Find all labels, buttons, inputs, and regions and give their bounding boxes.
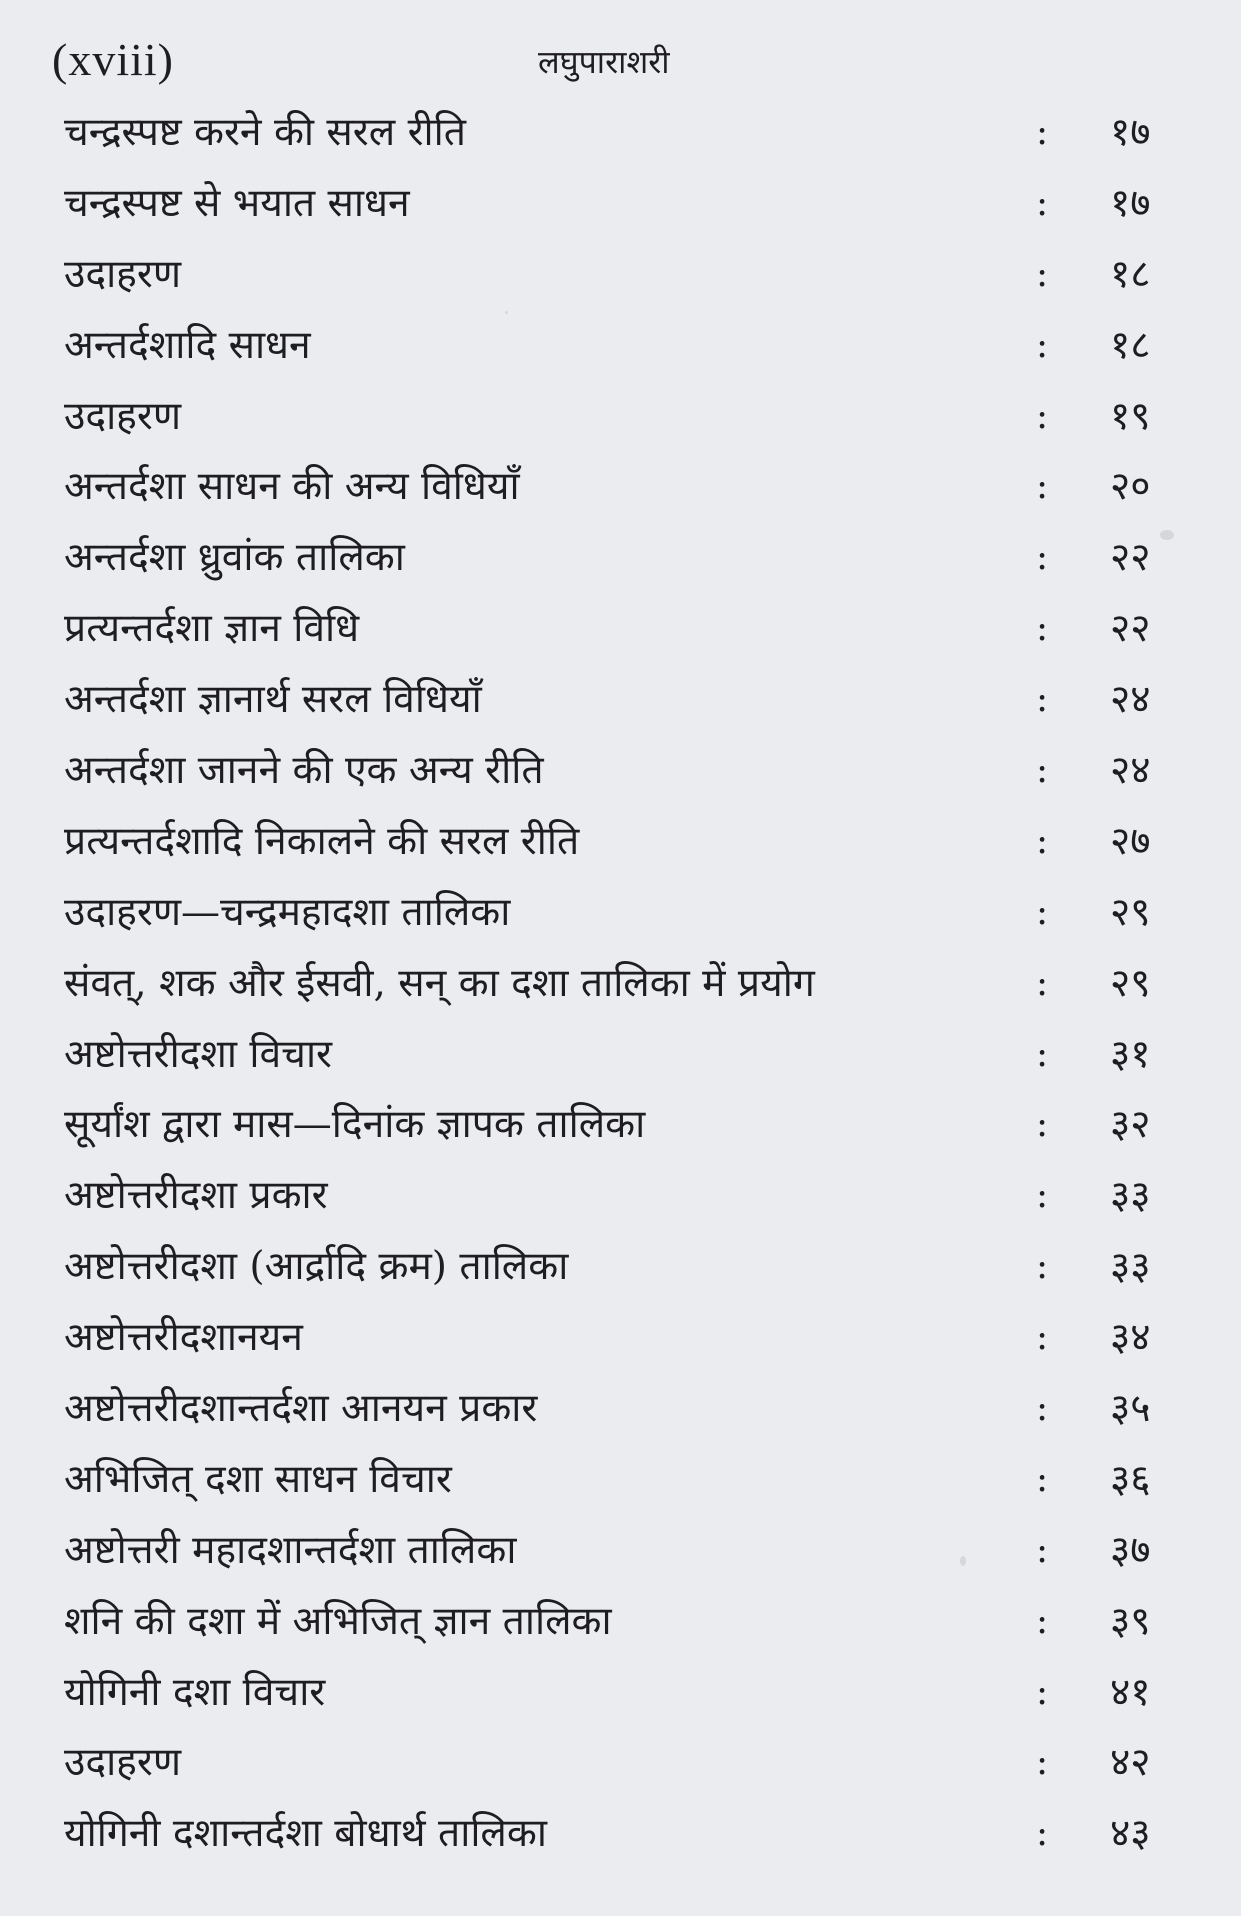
- toc-entry-title: प्रत्यन्तर्दशा ज्ञान विधि: [64, 606, 360, 652]
- toc-entry-title: चन्द्रस्पष्ट से भयात साधन: [64, 180, 410, 226]
- toc-entry-page-number: १७: [1110, 110, 1151, 155]
- toc-entry-title: योगिनी दशान्तर्दशा बोधार्थ तालिका: [64, 1811, 547, 1857]
- toc-entry-page-number: २७: [1110, 818, 1151, 864]
- toc-entry-separator: :: [1036, 466, 1049, 508]
- toc-entry-title: उदाहरण: [64, 393, 182, 439]
- toc-entry-title: अष्टोत्तरीदशा (आर्द्रादि क्रम) तालिका: [64, 1244, 569, 1290]
- toc-entry-separator: :: [1036, 253, 1049, 295]
- paper-speckle: [505, 311, 508, 314]
- toc-entry-page-number: १९: [1110, 393, 1151, 439]
- toc-entry-page-number: १७: [1110, 180, 1151, 226]
- toc-entry-separator: :: [1036, 1175, 1049, 1217]
- toc-entry-title: अष्टोत्तरीदशान्तर्दशा आनयन प्रकार: [64, 1386, 538, 1432]
- toc-entry-title: चन्द्रस्पष्ट करने की सरल रीति: [64, 110, 466, 155]
- toc-entry: [0, 1728, 1241, 1799]
- page-header: [0, 28, 1241, 98]
- toc-entry-separator: :: [1036, 1600, 1049, 1642]
- toc-entry-page-number: ३६: [1110, 1456, 1151, 1502]
- toc-entry: [0, 807, 1241, 878]
- toc-entry-title: अन्तर्दशा ज्ञानार्थ सरल विधियाँ: [64, 677, 482, 723]
- toc-entry-page-number: ३२: [1110, 1102, 1151, 1148]
- toc-entry-separator: :: [1036, 1458, 1049, 1500]
- toc-entry: [0, 949, 1241, 1020]
- toc-entry-separator: :: [1036, 608, 1049, 650]
- running-title: लघुपाराशरी: [538, 43, 670, 81]
- toc-entry-page-number: ३४: [1110, 1315, 1151, 1361]
- toc-entry-title: अष्टोत्तरीदशानयन: [64, 1315, 303, 1361]
- toc-entry-page-number: २०: [1110, 464, 1151, 510]
- toc-entry-page-number: २९: [1110, 960, 1151, 1006]
- toc-entry-page-number: ३३: [1110, 1173, 1151, 1219]
- toc-entry: [0, 1658, 1241, 1729]
- page-number: (xviii): [52, 34, 174, 85]
- toc-entry-page-number: १८: [1110, 322, 1151, 368]
- toc-entry-title: अन्तर्दशा जानने की एक अन्य रीति: [64, 748, 544, 794]
- toc-entry: [0, 1516, 1241, 1587]
- toc-entry: [0, 594, 1241, 665]
- toc-entry-page-number: ४२: [1110, 1740, 1151, 1786]
- toc-entry-separator: :: [1036, 891, 1049, 933]
- toc-entry: [0, 878, 1241, 949]
- toc-entry-title: प्रत्यन्तर्दशादि निकालने की सरल रीति: [64, 818, 580, 864]
- toc-entry-separator: :: [1036, 1742, 1049, 1784]
- toc-entry: [0, 1020, 1241, 1091]
- toc-entry-title: अभिजित् दशा साधन विचार: [64, 1456, 452, 1502]
- table-of-contents: [0, 98, 1241, 1870]
- toc-entry-title: अष्टोत्तरी महादशान्तर्दशा तालिका: [64, 1527, 517, 1573]
- toc-entry-page-number: ३३: [1110, 1244, 1151, 1290]
- toc-entry: [0, 665, 1241, 736]
- toc-entry-separator: :: [1036, 537, 1049, 579]
- toc-entry: [0, 1799, 1241, 1870]
- toc-entry-separator: :: [1036, 820, 1049, 862]
- toc-entry-separator: :: [1036, 962, 1049, 1004]
- toc-entry-separator: :: [1036, 1033, 1049, 1075]
- toc-entry-page-number: ३१: [1110, 1031, 1151, 1077]
- toc-entry-page-number: ४१: [1110, 1669, 1151, 1715]
- toc-entry-separator: :: [1036, 1388, 1049, 1430]
- toc-entry: [0, 1374, 1241, 1445]
- paper-speckle: [960, 1556, 966, 1566]
- toc-entry-title: सूर्यांश द्वारा मास—दिनांक ज्ञापक तालिका: [64, 1102, 646, 1148]
- toc-entry-page-number: ३९: [1110, 1598, 1151, 1644]
- toc-entry-separator: :: [1036, 679, 1049, 721]
- toc-entry-title: अन्तर्दशादि साधन: [64, 322, 311, 368]
- toc-entry: [0, 169, 1241, 240]
- toc-entry-title: अन्तर्दशा ध्रुवांक तालिका: [64, 535, 405, 581]
- toc-entry: [0, 1303, 1241, 1374]
- toc-entry: [0, 98, 1241, 169]
- toc-entry: [0, 1445, 1241, 1516]
- toc-entry-separator: :: [1036, 395, 1049, 437]
- toc-entry-page-number: २२: [1110, 606, 1151, 652]
- toc-entry-separator: :: [1036, 1104, 1049, 1146]
- toc-entry-title: अन्तर्दशा साधन की अन्य विधियाँ: [64, 464, 520, 510]
- toc-entry: [0, 240, 1241, 311]
- toc-entry-separator: :: [1036, 1671, 1049, 1713]
- toc-entry-page-number: ३७: [1110, 1527, 1151, 1573]
- toc-entry-page-number: २९: [1110, 889, 1151, 935]
- toc-entry: [0, 736, 1241, 807]
- toc-entry-separator: :: [1036, 750, 1049, 792]
- toc-entry: [0, 1232, 1241, 1303]
- toc-entry-title: संवत्, शक और ईसवी, सन् का दशा तालिका में प्रयोग: [64, 960, 815, 1006]
- toc-entry-page-number: २४: [1110, 748, 1151, 794]
- toc-entry-page-number: २४: [1110, 677, 1151, 723]
- toc-entry-separator: :: [1036, 1317, 1049, 1359]
- toc-entry-page-number: ४३: [1110, 1811, 1151, 1857]
- toc-entry-title: शनि की दशा में अभिजित् ज्ञान तालिका: [64, 1598, 612, 1644]
- toc-entry: [0, 452, 1241, 523]
- toc-entry-title: उदाहरण: [64, 251, 182, 297]
- toc-entry-title: योगिनी दशा विचार: [64, 1669, 326, 1715]
- toc-entry-separator: :: [1036, 1529, 1049, 1571]
- toc-entry-title: अष्टोत्तरीदशा विचार: [64, 1031, 333, 1077]
- toc-entry-separator: :: [1036, 1813, 1049, 1855]
- toc-entry-page-number: ३५: [1110, 1386, 1151, 1432]
- toc-entry: [0, 523, 1241, 594]
- toc-entry: [0, 382, 1241, 453]
- toc-entry-title: उदाहरण—चन्द्रमहादशा तालिका: [64, 889, 511, 935]
- toc-entry: [0, 1090, 1241, 1161]
- toc-entry: [0, 1161, 1241, 1232]
- toc-entry-title: उदाहरण: [64, 1740, 182, 1786]
- toc-entry-separator: :: [1036, 182, 1049, 224]
- toc-entry-title: अष्टोत्तरीदशा प्रकार: [64, 1173, 328, 1219]
- toc-entry-page-number: १८: [1110, 251, 1151, 297]
- toc-entry-page-number: २२: [1110, 535, 1151, 581]
- toc-entry-separator: :: [1036, 324, 1049, 366]
- paper-speckle: [1160, 530, 1174, 540]
- toc-entry: [0, 311, 1241, 382]
- toc-entry: [0, 1587, 1241, 1658]
- toc-entry-separator: :: [1036, 112, 1049, 153]
- toc-entry-separator: :: [1036, 1246, 1049, 1288]
